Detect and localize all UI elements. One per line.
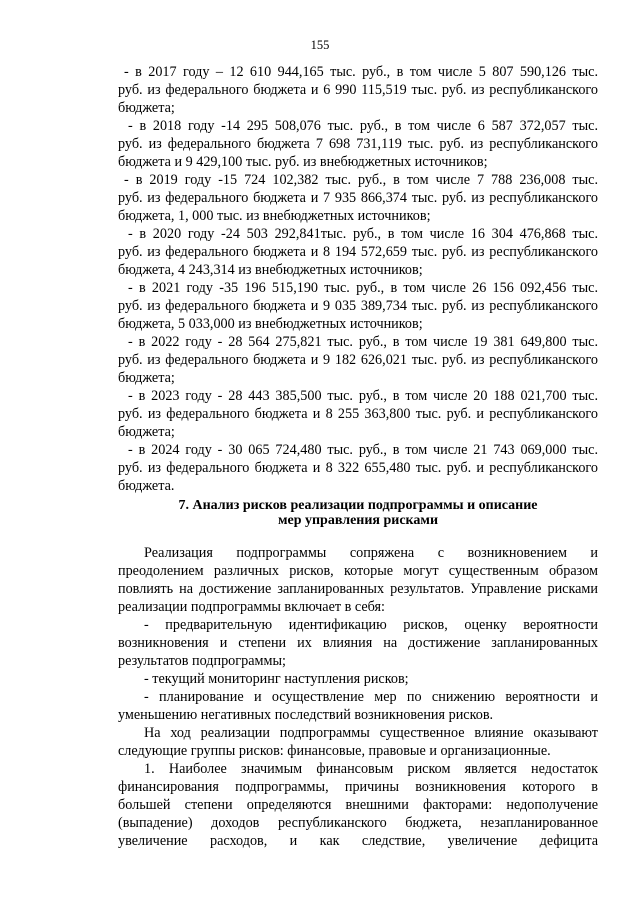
body-line: - планирование и осуществление мер по снижению вероятности и — [144, 689, 598, 705]
funding-line: - в 2021 году -35 196 515,190 тыс. руб., в том числе 26 156 092,456 тыс. — [128, 280, 598, 296]
body-line: повлиять на достижение запланированных результатов. Управление рисками — [118, 581, 598, 597]
body-line: реализации подпрограммы включает в себя: — [118, 599, 385, 615]
funding-line: бюджета. — [118, 478, 175, 494]
funding-line: руб. из федерального бюджета и 9 035 389,734 тыс. руб. из республиканского — [118, 298, 598, 314]
funding-line: бюджета; — [118, 370, 175, 386]
body-line: большей степени определяются внешними факторами: недополучение — [118, 797, 598, 813]
funding-line: - в 2024 году - 30 065 724,480 тыс. руб., в том числе 21 743 069,000 тыс. — [128, 442, 598, 458]
funding-line: руб. из федерального бюджета и 8 322 655,480 тыс. руб. и республиканского — [118, 460, 598, 476]
funding-line: бюджета; — [118, 424, 175, 440]
page-number: 155 — [310, 38, 330, 52]
funding-line: бюджета и 9 429,100 тыс. руб. из внебюджетных источников; — [118, 154, 488, 170]
funding-line: руб. из федерального бюджета и 9 182 626,021 тыс. руб. из республиканского — [118, 352, 598, 368]
funding-line: руб. из федерального бюджета и 6 990 115,519 тыс. руб. из республиканского — [118, 82, 598, 98]
funding-line: бюджета, 4 243,314 из внебюджетных источников; — [118, 262, 423, 278]
body-line: увеличение расходов, и как следствие, увеличение дефицита — [118, 833, 598, 849]
funding-line: руб. из федерального бюджета и 8 194 572,659 тыс. руб. из республиканского — [118, 244, 598, 260]
funding-line: - в 2020 году -24 503 292,841тыс. руб., в том числе 16 304 476,868 тыс. — [128, 226, 598, 242]
funding-line: - в 2022 году - 28 564 275,821 тыс. руб., в том числе 19 381 649,800 тыс. — [128, 334, 598, 350]
body-line: - текущий мониторинг наступления рисков; — [144, 671, 409, 687]
funding-line: руб. из федерального бюджета 7 698 731,119 тыс. руб. из республиканского — [118, 136, 598, 152]
funding-line: руб. из федерального бюджета и 8 255 363,800 тыс. руб. и республиканского — [118, 406, 598, 422]
funding-line: - в 2023 году - 28 443 385,500 тыс. руб., в том числе 20 188 021,700 тыс. — [128, 388, 598, 404]
body-line: следующие группы рисков: финансовые, правовые и организационные. — [118, 743, 551, 759]
body-line: - предварительную идентификацию рисков, оценку вероятности — [144, 617, 598, 633]
body-line: (выпадение) доходов республиканского бюджета, незапланированное — [118, 815, 598, 831]
funding-line: - в 2019 году -15 724 102,382 тыс. руб., в том числе 7 788 236,008 тыс. — [124, 172, 598, 188]
funding-line: бюджета, 1, 000 тыс. из внебюджетных источников; — [118, 208, 431, 224]
funding-line: бюджета, 5 033,000 из внебюджетных источников; — [118, 316, 423, 332]
funding-line: бюджета; — [118, 100, 175, 116]
section-heading-line1: 7. Анализ рисков реализации подпрограммы и описание — [178, 498, 538, 513]
body-line: Реализация подпрограммы сопряжена с возникновением и — [144, 545, 598, 561]
section-heading — [118, 498, 598, 528]
section-heading-line2: мер управления рисками — [277, 513, 439, 528]
body-line: На ход реализации подпрограммы существенное влияние оказывают — [144, 725, 598, 741]
funding-line: - в 2017 году – 12 610 944,165 тыс. руб., в том числе 5 807 590,126 тыс. — [124, 64, 598, 80]
body-line: преодолением различных рисков, которые могут существенным образом — [118, 563, 598, 579]
body-line: финансирования подпрограммы, причины возникновения которого в — [118, 779, 598, 795]
body-line: результатов подпрограммы; — [118, 653, 286, 669]
body-line: уменьшению негативных последствий возникновения рисков. — [118, 707, 494, 723]
body-line: 1. Наиболее значимым финансовым риском является недостаток — [144, 761, 598, 777]
funding-line: - в 2018 году -14 295 508,076 тыс. руб., в том числе 6 587 372,057 тыс. — [128, 118, 598, 134]
funding-line: руб. из федерального бюджета и 7 935 866,374 тыс. руб. из республиканского — [118, 190, 598, 206]
body-line: возникновения и степени их влияния на достижение запланированных — [118, 635, 598, 651]
